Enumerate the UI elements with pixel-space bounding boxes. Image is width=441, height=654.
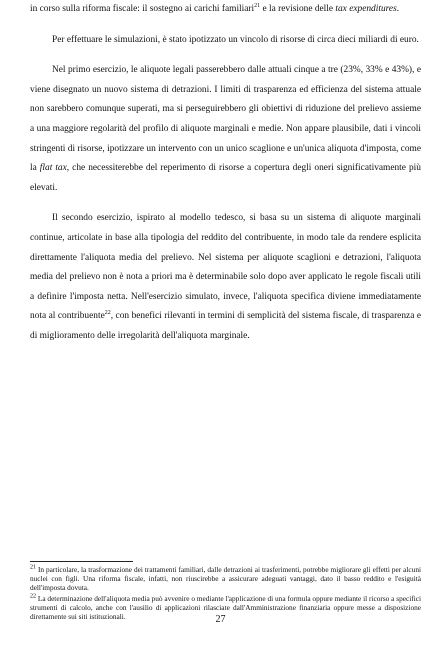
page-number: 27 bbox=[215, 614, 226, 625]
footnote-marker: 22 bbox=[104, 310, 111, 317]
footnote-marker: 21 bbox=[254, 2, 261, 9]
footnote-marker: 22 bbox=[30, 593, 36, 600]
body-text bbox=[30, 0, 421, 347]
paragraph-continuation: in corso sulla riforma fiscale: il sostegno ai carichi familiari$^{21}$ e la revisione delle tax expenditures. bbox=[30, 2, 400, 14]
paragraph-first-exercise: Nel primo esercizio, le aliquote legali passerebbero dalle attuali cinque a tre (23%, 33% e 43%), e viene disegnato un nuovo sistema di detrazioni. I limiti di trasparenza ed efficienza del sistema attuale non sarebbero comunque superati, ma si perseguirebbero gli obiettivi di riduzione del prelievo assieme a una maggiore regolarità del profilo di aliquote marginali e medie. Non appare plausibile, dati i vincoli stringenti di risorse, ipotizzare un intervento con un unico scaglione e un'unica aliquota d'imposta, come la flat tax, che necessiterebbe del reperimento di risorse a copertura degli oneri significativamente più elevati. bbox=[30, 65, 421, 193]
italic-term: tax expenditures bbox=[335, 4, 397, 14]
paragraph-simulation-constraint: Per effettuare le simulazioni, è stato ipotizzato un vincolo di risorse di circa dieci miliardi di euro. bbox=[52, 34, 419, 45]
footnote-marker: 21 bbox=[30, 564, 36, 571]
footnote-22: $^{22}$ La determinazione dell'aliquota media può avvenire o mediante l'applicazione di una formula oppure mediante il ricorso a specifici strumenti di calcolo, anche con l'ausilio di applicazioni rilasciate dall'Amministrazione finanziaria oppure messe a disposizione direttamente sui siti istituzionali. bbox=[30, 593, 421, 621]
italic-term: flat tax bbox=[39, 163, 67, 174]
footnote-21: $^{21}$ In particolare, la trasformazione dei trattamenti familiari, dalle detrazioni ai trasferimenti, potrebbe migliorare gli effetti per alcuni nuclei con figli. Una riforma fiscale, infatti, non riuscirebbe a assicurare adeguati vantaggi, dato il basso reddito e l'esiguità dell'imposta dovuta. bbox=[30, 564, 421, 592]
paragraph-second-exercise: Il secondo esercizio, ispirato al modello tedesco, si basa su un sistema di aliquote marginali continue, articolate in base alla tipologia del reddito del contribuente, in modo tale da rendere esplicita direttamente l'aliquota media del prelievo. Nel sistema per aliquote scaglioni e detrazioni, l'aliquota media del prelievo non è nota a priori ma è determinabile solo dopo aver applicato le regole fiscali utili a definire l'imposta netta. Nell'esercizio simulato, invece, l'aliquota specifica diviene immediatamente nota al contribuente$^{22}$, con benefici rilevanti in termini di semplicità del sistema fiscale, di trasparenza e di miglioramento delle irregolarità dell'aliquota marginale. bbox=[30, 213, 421, 341]
footnote-separator bbox=[30, 561, 133, 562]
